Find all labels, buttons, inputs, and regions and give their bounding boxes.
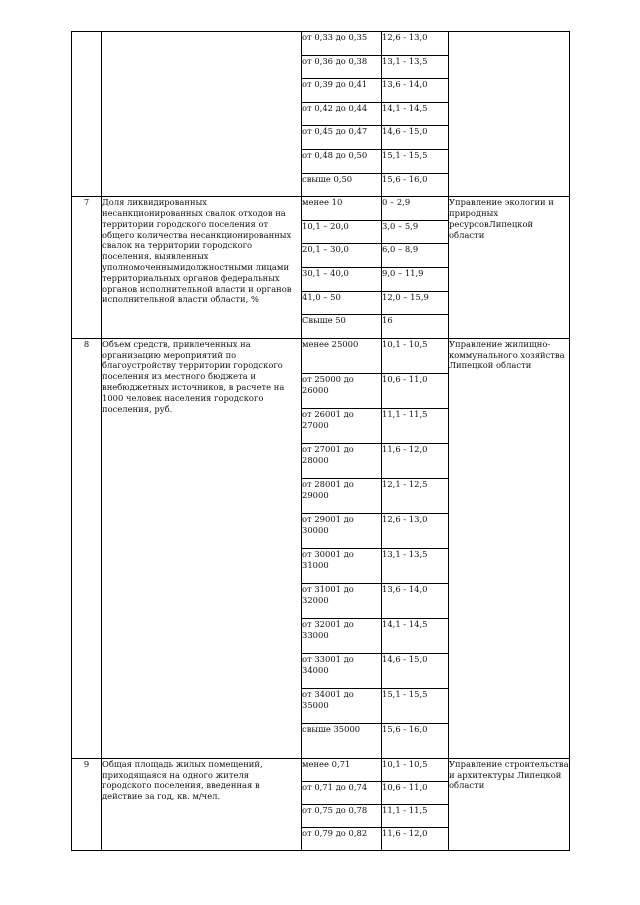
table-row [72, 197, 570, 221]
score-cell: 13,6 - 14,0 [382, 583, 449, 618]
value-range-cell: от 33001 до 34000 [302, 653, 382, 688]
criterion-description: Доля ликвидированных несанкционированных свалок отходов на территории городского поселения от общего количества несанкционированных свалок на территории городского поселения, выявленных уполномоченнымидолжностными лицами территориальных органов федеральных органов исполнительной власти и органов исполнительной власти области, % [102, 197, 302, 339]
value-range-cell: менее 10 [302, 197, 382, 221]
score-cell: 11,6 - 12,0 [382, 443, 449, 478]
value-range-cell: свыше 35000 [302, 723, 382, 758]
score-cell: 11,6 - 12,0 [382, 827, 449, 850]
score-cell: 6,0 – 8,9 [382, 244, 449, 268]
table-row [72, 338, 570, 373]
responsible-authority: Управление жилищно-коммунального хозяйства Липецкой области [449, 338, 570, 758]
value-range-cell: свыше 0,50 [302, 173, 382, 197]
criterion-number: 7 [72, 197, 102, 339]
value-range-cell: от 0,79 до 0,82 [302, 827, 382, 850]
score-cell: 14,6 - 15,0 [382, 653, 449, 688]
score-cell: 12,0 – 15,9 [382, 291, 449, 315]
value-range-cell: от 0,45 до 0,47 [302, 126, 382, 150]
value-range-cell: от 25000 до 26000 [302, 373, 382, 408]
score-cell: 9,0 – 11,9 [382, 267, 449, 291]
score-cell: 15,6 - 16,0 [382, 173, 449, 197]
value-range-cell: 20,1 – 30,0 [302, 244, 382, 268]
score-cell: 13,1 - 13,5 [382, 548, 449, 583]
value-range-cell: от 0,42 до 0,44 [302, 102, 382, 126]
score-cell: 16 [382, 315, 449, 339]
score-cell: 12,6 - 13,0 [382, 513, 449, 548]
value-range-cell: от 0,33 до 0,35 [302, 32, 382, 56]
score-cell: 10,6 - 11,0 [382, 373, 449, 408]
criterion-number: 9 [72, 758, 102, 850]
criterion-description: Объем средств, привлеченных на организацию мероприятий по благоустройству территории городского поселения из местного бюджета и внебюджетных источников, в расчете на 1000 человек населения городского поселения, руб. [102, 338, 302, 758]
score-cell: 14,1 - 14,5 [382, 618, 449, 653]
score-cell: 15,1 - 15,5 [382, 688, 449, 723]
value-range-cell: от 0,48 до 0,50 [302, 149, 382, 173]
value-range-cell: Свыше 50 [302, 315, 382, 339]
value-range-cell: менее 0,71 [302, 758, 382, 781]
value-range-cell: 30,1 – 40,0 [302, 267, 382, 291]
score-cell: 12,1 - 12,5 [382, 478, 449, 513]
score-cell: 14,1 - 14,5 [382, 102, 449, 126]
value-range-cell: от 0,71 до 0,74 [302, 781, 382, 804]
value-range-cell: 41,0 – 50 [302, 291, 382, 315]
score-cell: 11,1 - 11,5 [382, 408, 449, 443]
value-range-cell: от 27001 до 28000 [302, 443, 382, 478]
criterion-number [72, 32, 102, 197]
criterion-description [102, 32, 302, 197]
score-cell: 10,1 - 10,5 [382, 758, 449, 781]
responsible-authority: Управление экологии и природных ресурсовЛипецкой области [449, 197, 570, 339]
value-range-cell: от 29001 до 30000 [302, 513, 382, 548]
score-cell: 11,1 - 11,5 [382, 804, 449, 827]
value-range-cell: менее 25000 [302, 338, 382, 373]
criterion-description: Общая площадь жилых помещений, приходящаяся на одного жителя городского поселения, введенная в действие за год, кв. м/чел. [102, 758, 302, 850]
table-row [72, 758, 570, 781]
value-range-cell: от 34001 до 35000 [302, 688, 382, 723]
score-cell: 14,6 - 15,0 [382, 126, 449, 150]
responsible-authority [449, 32, 570, 197]
value-range-cell: от 26001 до 27000 [302, 408, 382, 443]
table-row [72, 32, 570, 56]
score-cell: 15,6 - 16,0 [382, 723, 449, 758]
value-range-cell: от 31001 до 32000 [302, 583, 382, 618]
score-cell: 10,6 - 11,0 [382, 781, 449, 804]
value-range-cell: от 30001 до 31000 [302, 548, 382, 583]
value-range-cell: от 32001 до 33000 [302, 618, 382, 653]
score-cell: 12,6 - 13,0 [382, 32, 449, 56]
value-range-cell: 10,1 – 20,0 [302, 220, 382, 244]
score-cell: 0 – 2,9 [382, 197, 449, 221]
value-range-cell: от 0,75 до 0,78 [302, 804, 382, 827]
criteria-table [71, 31, 570, 851]
score-cell: 15,1 - 15,5 [382, 149, 449, 173]
responsible-authority: Управление строительства и архитектуры Липецкой области [449, 758, 570, 850]
score-cell: 13,6 - 14,0 [382, 79, 449, 103]
value-range-cell: от 0,39 до 0,41 [302, 79, 382, 103]
value-range-cell: от 0,36 до 0,38 [302, 55, 382, 79]
score-cell: 3,0 – 5,9 [382, 220, 449, 244]
score-cell: 13,1 - 13,5 [382, 55, 449, 79]
score-cell: 10,1 - 10,5 [382, 338, 449, 373]
criteria-table-body [72, 32, 570, 851]
value-range-cell: от 28001 до 29000 [302, 478, 382, 513]
criterion-number: 8 [72, 338, 102, 758]
